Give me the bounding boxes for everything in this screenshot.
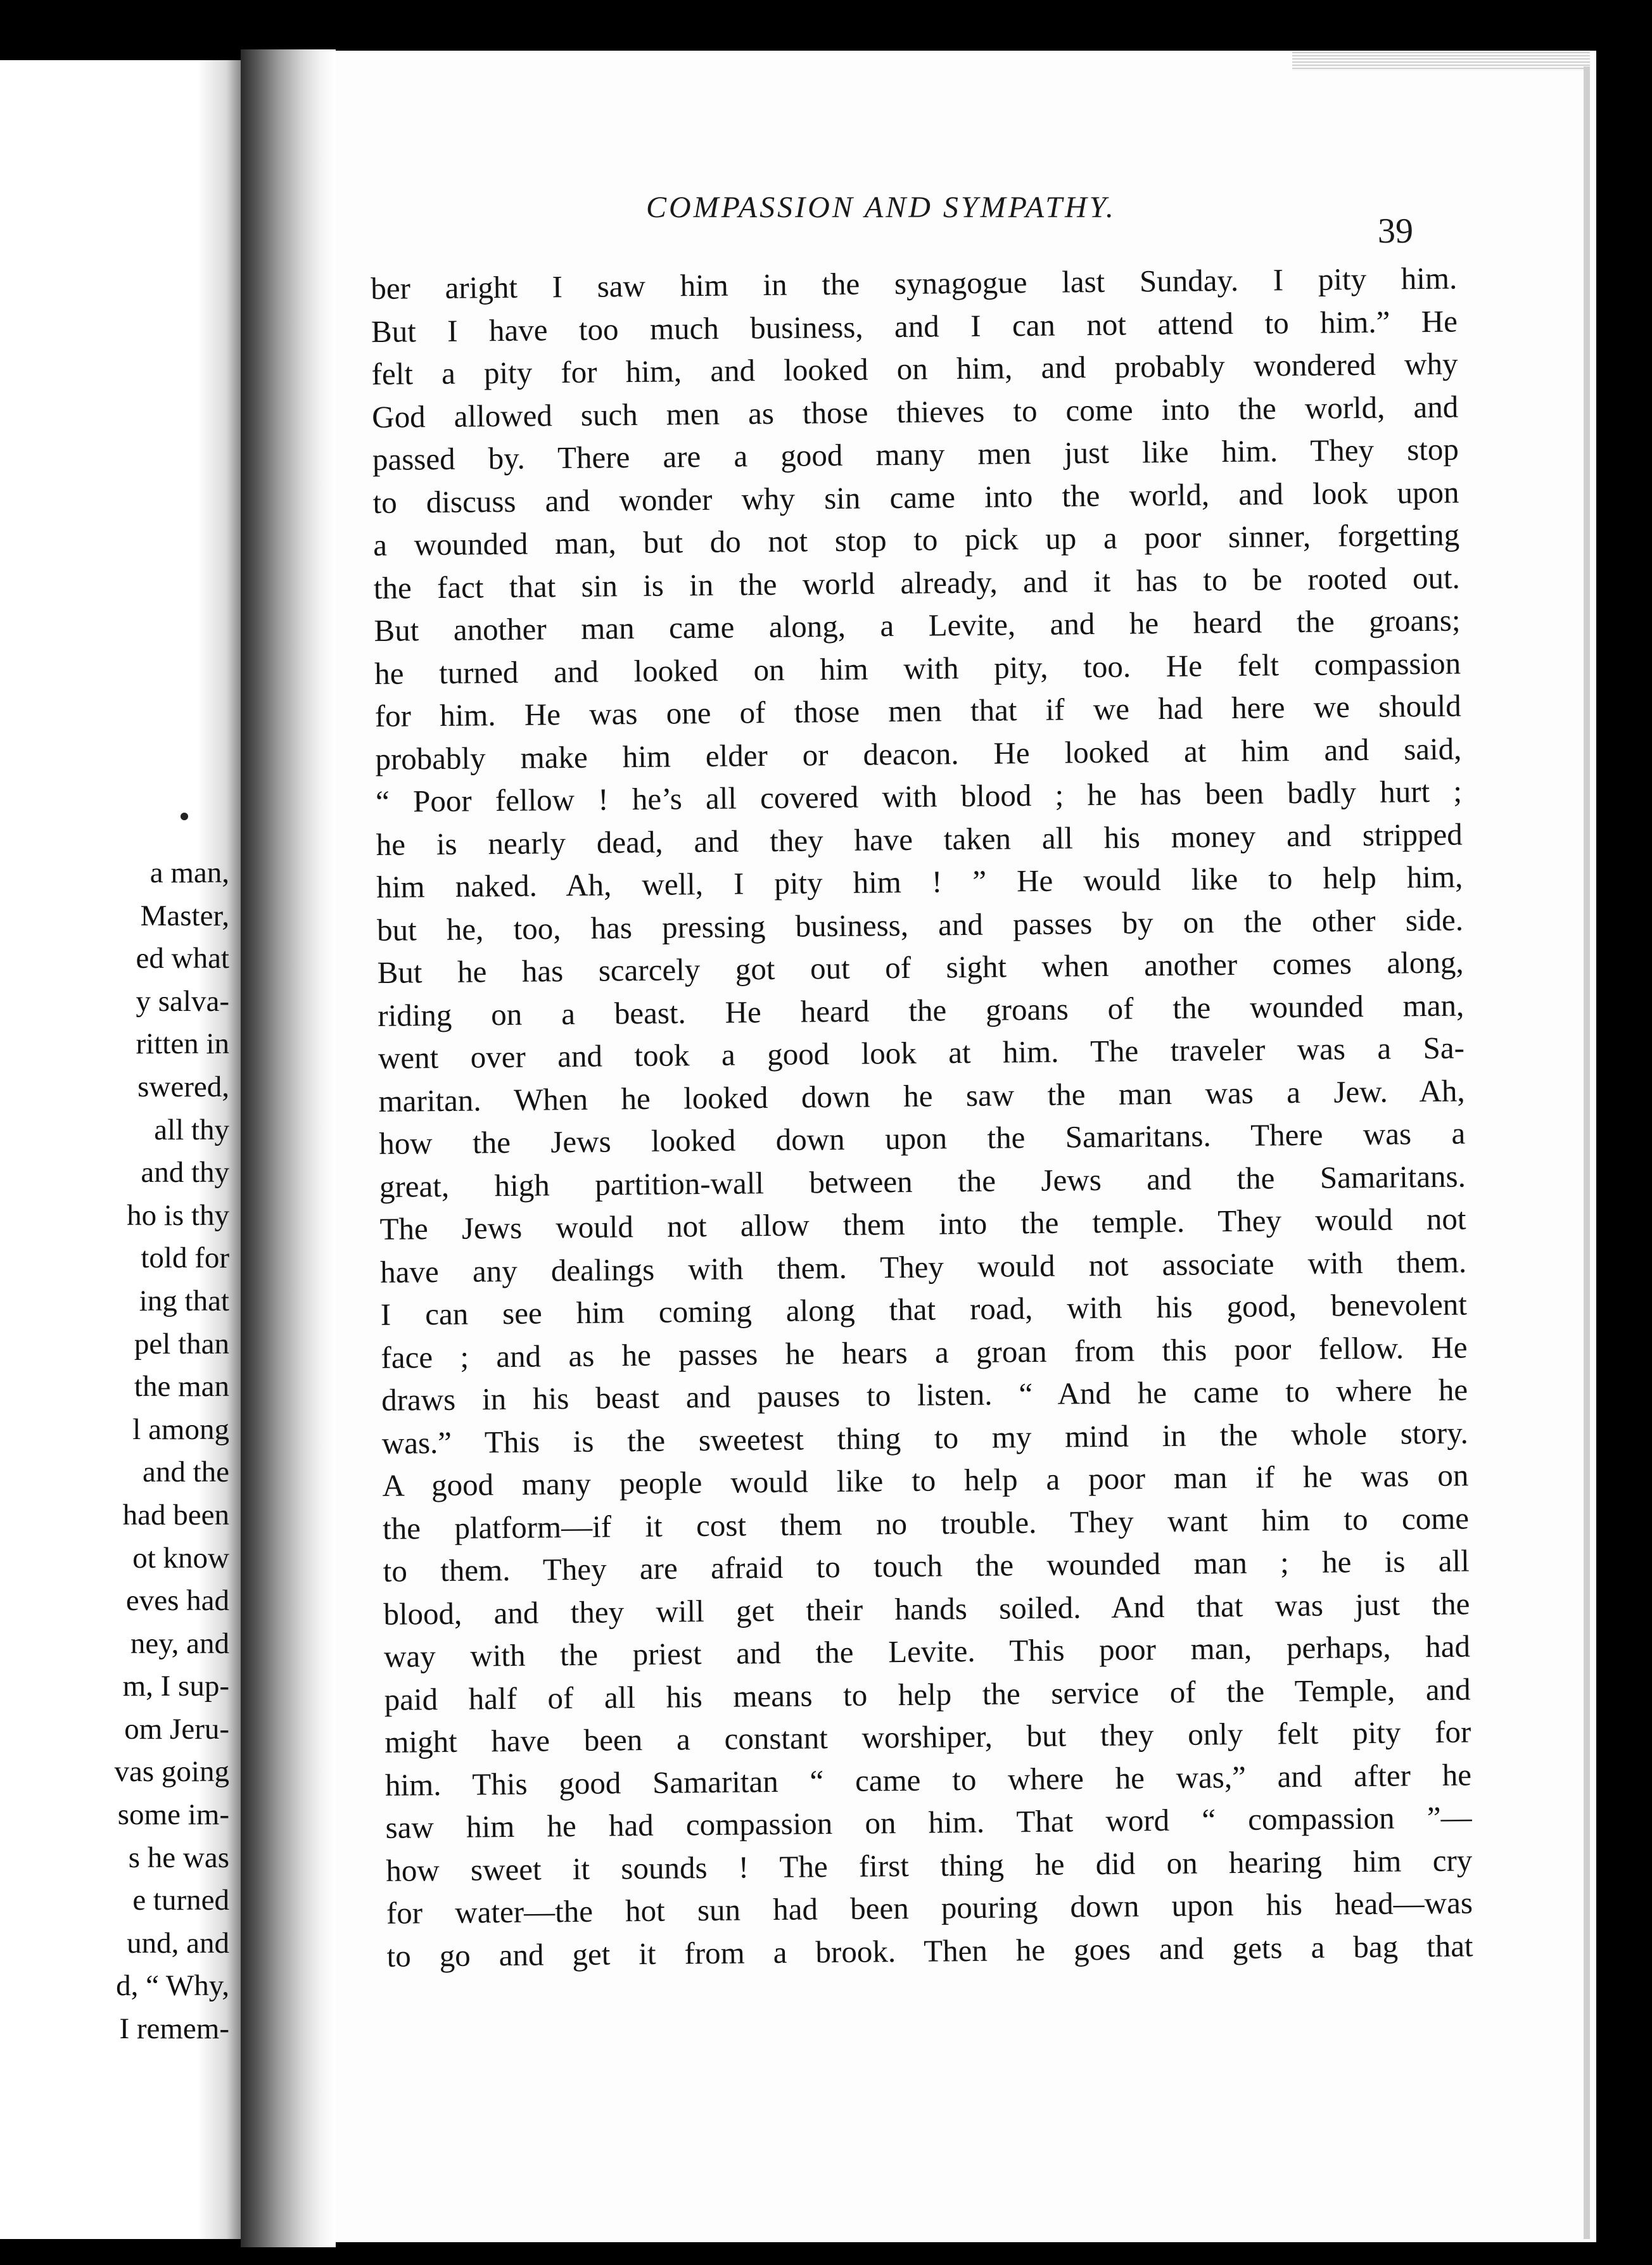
left-line: ho is thy (127, 1198, 229, 1232)
text-line: have any dealings with them. They would not associate with them. (379, 1243, 1467, 1290)
running-head: COMPASSION AND SYMPATHY. (646, 191, 1116, 224)
left-line: I remem- (119, 2012, 229, 2046)
text-line: to discuss and wonder why sin came into the world, and look upon (372, 474, 1459, 520)
left-page-text (115, 852, 229, 2051)
text-line: to go and get it from a brook. Then he goes and gets a bag that (386, 1927, 1473, 1974)
left-line: the man (134, 1370, 229, 1404)
body-text (371, 257, 1473, 1977)
text-line: probably make him elder or deacon. He looked at him and said, (375, 731, 1462, 777)
left-line: ot know (132, 1541, 229, 1575)
left-line: ritten in (136, 1027, 229, 1061)
left-line: y salva- (136, 984, 229, 1018)
page-number: 39 (1378, 212, 1413, 251)
book-gutter-shadow (241, 49, 336, 2247)
text-line: But he has scarcely got out of sight when another comes along, (377, 944, 1464, 990)
left-line: s he was (128, 1841, 229, 1874)
left-line: m, I sup- (122, 1670, 229, 1703)
left-line: e turned (132, 1884, 229, 1917)
text-line: paid half of all his means to help the service of the Temple, and (384, 1671, 1471, 1717)
text-line: him naked. Ah, well, I pity him ! ” He would like to help him, (376, 859, 1463, 904)
text-line: But I have too much business, and I can not attend to him.” He (371, 303, 1458, 349)
left-line: ing that (139, 1284, 229, 1317)
text-line: was.” This is the sweetest thing to my mind in the whole story. (381, 1414, 1469, 1461)
ink-speck (181, 813, 188, 820)
text-line: A good many people would like to help a poor man if he was on (382, 1457, 1469, 1503)
left-line: swered, (137, 1070, 229, 1103)
text-line: how the Jews looked down upon the Samaritans. There was a (379, 1115, 1466, 1161)
text-line: blood, and they will get their hands soiled. And that was just the (383, 1585, 1470, 1632)
text-line: the platform—if it cost them no trouble. They want him to come (382, 1500, 1470, 1546)
text-line: felt a pity for him, and looked on him, and probably wondered why (371, 346, 1458, 391)
text-line: way with the priest and the Levite. This poor man, perhaps, had (383, 1628, 1471, 1674)
text-line: for him. He was one of those men that if we had here we should (374, 688, 1461, 733)
text-line: a wounded man, but do not stop to pick up a poor sinner, forgetting (372, 517, 1460, 562)
text-line: riding on a beast. He heard the groans of the wounded man, (378, 987, 1465, 1033)
left-line: and thy (141, 1156, 229, 1190)
left-line: a man, (149, 856, 229, 889)
text-line: went over and took a good look at him. The traveler was a Sa- (378, 1030, 1465, 1075)
text-line: ber aright I saw him in the synagogue last Sunday. I pity him. (371, 260, 1458, 306)
text-line: face ; and as he passes he hears a groan from this poor fellow. He (381, 1329, 1468, 1375)
text-line: might have been a constant worshiper, but they only felt pity for (384, 1714, 1471, 1760)
left-line: ney, and (130, 1627, 229, 1660)
text-line: God allowed such men as those thieves to come into the world, and (372, 389, 1459, 435)
left-line: Master, (140, 899, 229, 932)
text-line: to them. They are afraid to touch the wounded man ; he is all (383, 1543, 1470, 1589)
text-line: draws in his beast and pauses to listen. “ And he came to where he (381, 1372, 1468, 1418)
text-line: the fact that sin is in the world already, and it has to be rooted out. (373, 560, 1461, 606)
left-line: all thy (154, 1113, 229, 1146)
left-line: vas going (114, 1755, 229, 1789)
page-edge-right (1584, 67, 1590, 2239)
text-line: great, high partition-wall between the Jews and the Samaritans. (379, 1158, 1466, 1204)
left-line: und, and (127, 1926, 229, 1960)
text-line: “ Poor fellow ! he’s all covered with blood ; he has been badly hurt ; (375, 773, 1463, 819)
text-line: But another man came along, a Levite, and he heard the groans; (374, 602, 1461, 648)
text-line: maritan. When he looked down he saw the man was a Jew. Ah, (378, 1072, 1465, 1119)
left-line: eves had (125, 1584, 229, 1618)
left-line: told for (141, 1241, 229, 1275)
left-line: l among (132, 1412, 229, 1446)
left-line: some im- (117, 1798, 229, 1832)
text-line: him. This good Samaritan “ came to where he was,” and after he (384, 1756, 1472, 1803)
text-line: how sweet it sounds ! The first thing he did on hearing him cry (386, 1842, 1473, 1888)
left-line: d, “ Why, (116, 1969, 229, 2003)
left-line: pel than (134, 1327, 229, 1361)
text-line: but he, too, has pressing business, and passes by on the other side. (376, 901, 1464, 948)
text-line: he turned and looked on him with pity, too. He felt compassion (374, 645, 1461, 691)
text-line: saw him he had compassion on him. That word “ compassion ”— (385, 1799, 1472, 1845)
text-line: for water—the hot sun had been pouring down upon his head—was (386, 1885, 1473, 1931)
left-line: om Jeru- (124, 1712, 229, 1746)
text-line: The Jews would not allow them into the temple. They would not (379, 1201, 1466, 1247)
text-line: passed by. There are a good many men just like him. They stop (372, 431, 1459, 477)
page-edges (1292, 52, 1590, 71)
left-line: and the (142, 1456, 229, 1489)
left-line: ed what (136, 942, 229, 975)
text-line: he is nearly dead, and they have taken all his money and stripped (376, 816, 1463, 862)
text-line: I can see him coming along that road, with his good, benevolent (380, 1286, 1468, 1332)
left-line: had been (122, 1498, 229, 1532)
left-page (0, 60, 241, 2239)
